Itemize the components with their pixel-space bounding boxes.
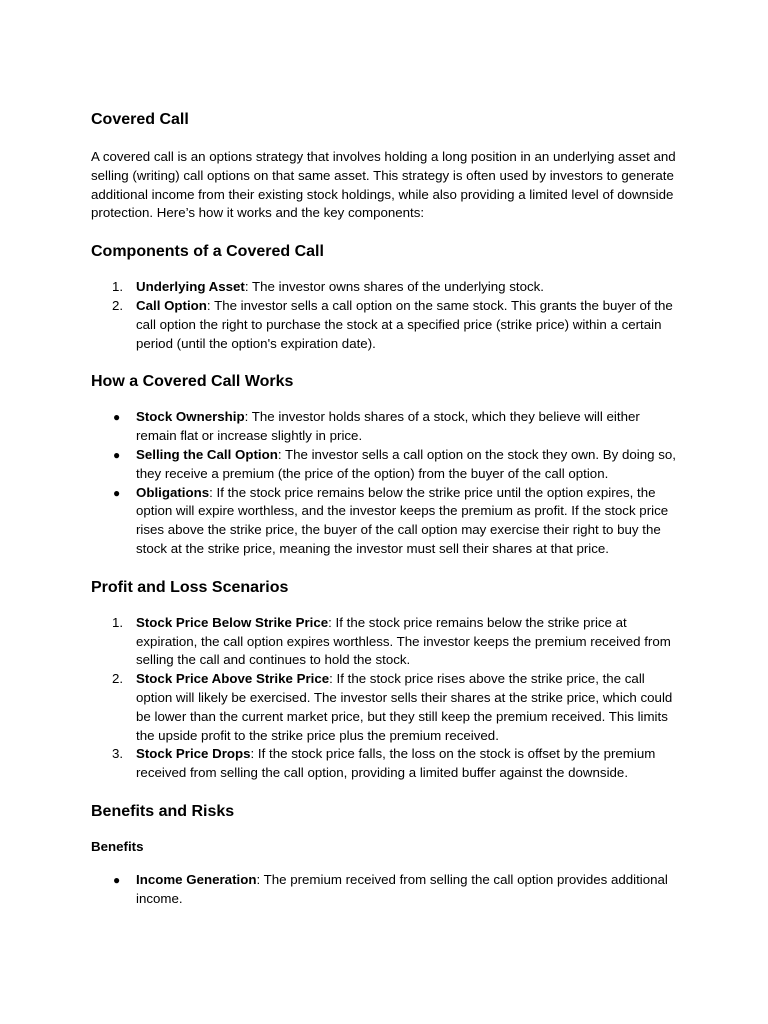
list-item-text: : If the stock price falls, the loss on the stock is offset by the premium received from selling the call option, providing a limited buffer against the downside. xyxy=(136,746,656,781)
list-item xyxy=(91,278,678,297)
list-item-term: Underlying Asset xyxy=(136,279,245,295)
list-item xyxy=(91,745,678,783)
list-item xyxy=(91,484,678,559)
list-item xyxy=(91,871,678,909)
list-item xyxy=(91,670,678,745)
list-item-text: : The investor sells a call option on the stock they own. By doing so, they receive a premium (the price of the option) from the buyer of the call option. xyxy=(136,446,676,481)
list-item xyxy=(91,408,678,446)
list-number: 2. xyxy=(112,671,124,687)
components-heading: Components of a Covered Call xyxy=(91,243,324,261)
list-item-term: Stock Price Below Strike Price xyxy=(136,614,329,630)
how-it-works-heading: How a Covered Call Works xyxy=(91,373,294,391)
list-item xyxy=(91,297,678,353)
list-item-text: : The investor sells a call option on the same stock. This grants the buyer of the call option the right to purchase the stock at a specified price (strike price) within a certain period (until the option's expiration date). xyxy=(136,297,673,351)
list-item-term: Call Option xyxy=(136,297,207,313)
list-item-term: Stock Price Above Strike Price xyxy=(136,671,330,687)
list-item xyxy=(91,446,678,484)
benefits-risks-heading: Benefits and Risks xyxy=(91,802,235,820)
benefits-list xyxy=(91,871,678,909)
benefits-heading: Benefits xyxy=(91,838,144,854)
bullet-icon: ● xyxy=(113,447,121,462)
document-title: Covered Call xyxy=(91,111,189,128)
profit-loss-heading: Profit and Loss Scenarios xyxy=(91,578,289,596)
bullet-icon: ● xyxy=(113,410,121,425)
profit-loss-list xyxy=(91,614,678,783)
bullet-icon: ● xyxy=(113,485,121,500)
list-item-text: : If the stock price remains below the strike price at expiration, the call option expires worthless. The investor keeps the premium received from selling the call and continues to hold the stock. xyxy=(136,614,671,668)
list-number: 1. xyxy=(112,614,124,630)
list-item xyxy=(91,614,678,670)
list-item-term: Stock Ownership xyxy=(136,409,245,425)
list-item-text: : The investor owns shares of the underlying stock. xyxy=(244,279,544,295)
list-item-term: Selling the Call Option xyxy=(136,446,278,462)
bullet-icon: ● xyxy=(113,872,121,887)
list-item-term: Income Generation xyxy=(136,871,257,887)
list-item-term: Stock Price Drops xyxy=(136,746,251,762)
list-number: 2. xyxy=(112,297,124,313)
components-list xyxy=(91,278,678,353)
list-item-text: : If the stock price remains below the strike price until the option expires, the option will expire worthless, and the investor keeps the premium as profit. If the stock price rises above the strike price, the buyer of the call option may exercise their right to buy the stock at the strike price, meaning the investor must sell their shares at that price. xyxy=(136,484,669,556)
list-item-text: : The premium received from selling the call option provides additional income. xyxy=(136,871,668,906)
list-item-text: : If the stock price rises above the strike price, the call option will likely be exercised. The investor sells their shares at the strike price, which could be lower than the current market price, but they still keep the premium received. This limits the upside profit to the strike price plus the premium received. xyxy=(136,671,673,743)
list-item-text: : The investor holds shares of a stock, which they believe will either remain flat or increase slightly in price. xyxy=(136,409,640,444)
list-number: 3. xyxy=(112,746,124,762)
intro-paragraph: A covered call is an options strategy that involves holding a long position in an underlying asset and selling (writing) call options on that same asset. This strategy is often used by investors to generate additional income from their existing stock holdings, while also providing a limited level of downside protection. Here’s how it works and the key components: xyxy=(91,149,676,221)
how-it-works-list xyxy=(91,408,678,558)
list-number: 1. xyxy=(112,279,124,295)
list-item-term: Obligations xyxy=(136,484,210,500)
